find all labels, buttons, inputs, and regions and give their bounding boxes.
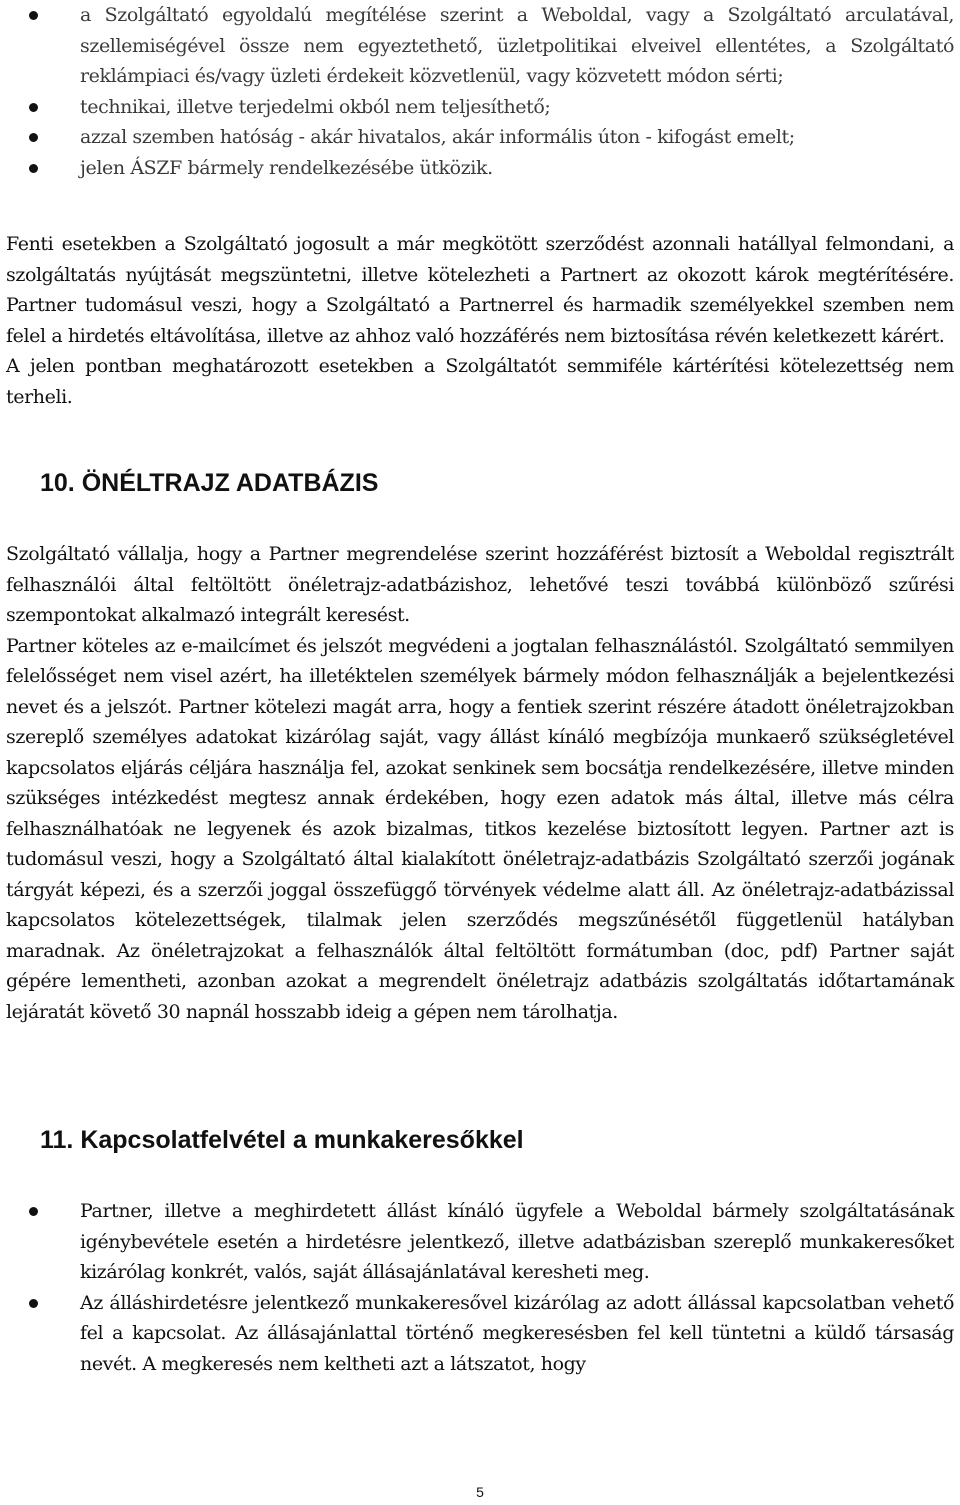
list-item: Partner, illetve a meghirdetett állást kínáló ügyfele a Weboldal bármely szolgáltatásának igénybevétele esetén a hirdetésre jelentkező, illetve adatbázisban szereplő munkakeresőket kizárólag konkrét, valós, saját állásajánlatával keresheti meg.	[0, 1196, 960, 1288]
list-item: a Szolgáltató egyoldalú megítélése szerint a Weboldal, vagy a Szolgáltató arculatával, szellemiségével össze nem egyeztethető, üzletpolitikai elveivel ellentétes, a Szolgáltató reklámpiaci és/vagy üzleti érdekeit közvetlenül, vagy közvetett módon sérti;	[0, 0, 960, 92]
list-item: Az álláshirdetésre jelentkező munkakeresővel kizárólag az adott állással kapcsolatban vehető fel a kapcsolat. Az állásajánlattal történő megkeresésben fel kell tüntetni a küldő társaság nevét. A megkeresés nem keltheti azt a látszatot, hogy	[0, 1288, 960, 1380]
section-heading: 11. Kapcsolatfelvétel a munkakeresőkkel	[40, 1126, 524, 1154]
body-paragraph: Fenti esetekben a Szolgáltató jogosult a már megkötött szerződést azonnali hatállyal felmondani, a szolgáltatás nyújtását megszüntetni, illetve kötelezheti a Partnert az okozott károk megtérítésére. Partner tudomásul veszi, hogy a Szolgáltató a Partnerrel és harmadik személyekkel szemben nem felel a hirdetés eltávolítása, illetve az ahhoz való hozzáférés nem biztosítása révén keletkezett kárért.	[6, 233, 954, 347]
section-heading: 10. ÖNÉLTRAJZ ADATBÁZIS	[40, 469, 379, 497]
consequences-block	[0, 229, 960, 412]
body-paragraph: Szolgáltató vállalja, hogy a Partner megrendelése szerint hozzáférést biztosít a Weboldal regisztrált felhasználói által feltöltött önéletrajz-adatbázishoz, lehetővé teszi továbbá különböző szűrési szempontokat alkalmazó integrált keresést.	[6, 543, 954, 626]
bullet-icon	[29, 133, 38, 142]
bullet-icon	[29, 11, 38, 20]
bullet-icon	[29, 1207, 38, 1216]
page-number: 5	[476, 1484, 484, 1500]
contact-rules-list	[0, 1196, 960, 1379]
bullet-icon	[29, 103, 38, 112]
list-item: jelen ÁSZF bármely rendelkezésébe ütközik.	[0, 153, 960, 184]
rejection-reasons-list	[0, 0, 960, 183]
body-paragraph: A jelen pontban meghatározott esetekben a Szolgáltatót semmiféle kártérítési kötelezettség nem terheli.	[6, 355, 954, 408]
section-body	[0, 539, 960, 1027]
list-item: technikai, illetve terjedelmi okból nem teljesíthető;	[0, 92, 960, 123]
list-item: azzal szemben hatóság - akár hivatalos, akár informális úton - kifogást emelt;	[0, 122, 960, 153]
bullet-icon	[29, 1299, 38, 1308]
body-paragraph: Partner köteles az e-mailcímet és jelszót megvédeni a jogtalan felhasználástól. Szolgáltató semmilyen felelősséget nem visel azért, ha illetéktelen személyek bármely módon felhasználják a bejelentkezési nevet és a jelszót. Partner kötelezi magát arra, hogy a fentiek szerint részére átadott önéletrajzokban szereplő személyes adatokat kizárólag saját, vagy állást kínáló megbízója munkaerő szükségletével kapcsolatos eljárás céljára használja fel, azokat senkinek sem bocsátja rendelkezésére, illetve minden szükséges intézkedést megtesz annak érdekében, hogy ezen adatok más által, illetve más célra felhasználhatóak ne legyenek és azok bizalmas, titkos kezelése biztosított legyen. Partner azt is tudomásul veszi, hogy a Szolgáltató által kialakított önéletrajz-adatbázis Szolgáltató szerzői jogának tárgyát képezi, és a szerzői joggal összefüggő törvények védelme alatt áll. Az önéletrajz-adatbázissal kapcsolatos kötelezettségek, tilalmak jelen szerződés megszűnésétől függetlenül hatályban maradnak. Az önéletrajzokat a felhasználók által feltöltött formátumban (doc, pdf) Partner saját gépére lementheti, azonban azokat a megrendelt önéletrajz adatbázis szolgáltatás időtartamának lejáratát követő 30 napnál hosszabb ideig a gépen nem tárolhatja.	[6, 634, 954, 1023]
bullet-icon	[29, 164, 38, 173]
